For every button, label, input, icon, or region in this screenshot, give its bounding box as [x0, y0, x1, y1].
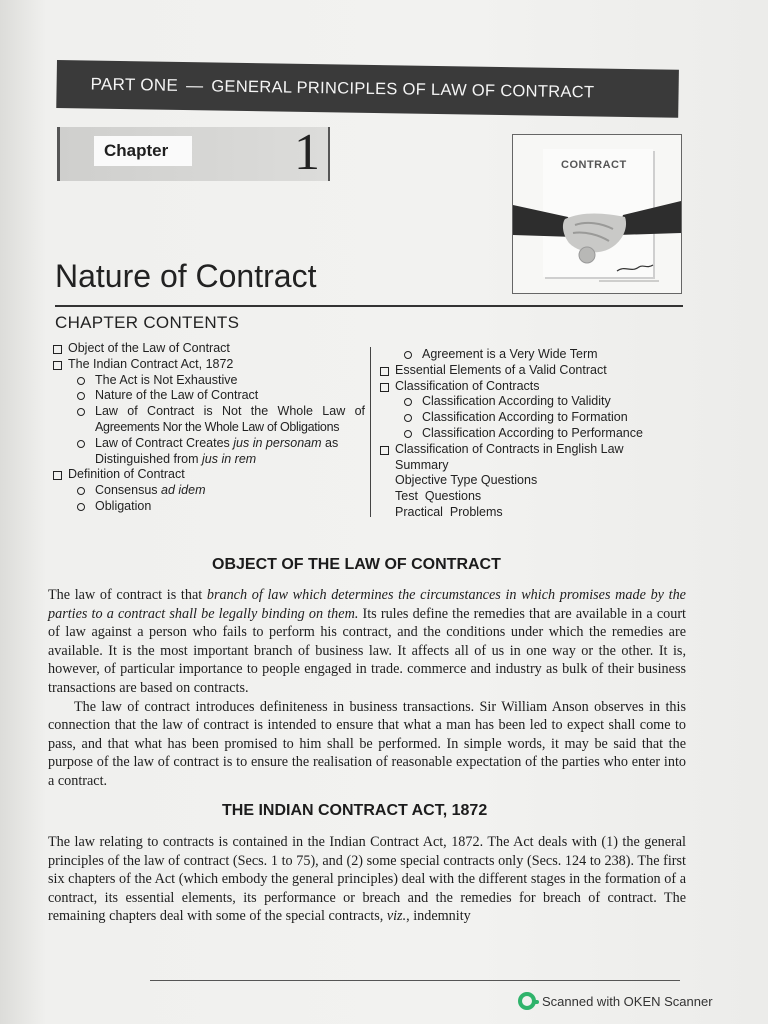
checkbox-square-icon [53, 361, 62, 370]
circle-bullet-icon [404, 430, 412, 438]
toc-subitem: Consensus ad idem [53, 483, 365, 499]
toc-item: Classification of Contracts [380, 379, 680, 395]
contract-handshake-illustration [512, 134, 682, 294]
chapter-contents-heading: CHAPTER CONTENTS [55, 313, 240, 332]
scanner-watermark [518, 992, 713, 1010]
toc-subitem: The Act is Not Exhaustive [53, 373, 365, 389]
toc-plain-item: Test Questions [395, 489, 482, 504]
section-heading-indian-contract-act: THE INDIAN CONTRACT ACT, 1872 [222, 802, 488, 819]
chapter-label: Chapter [94, 136, 192, 166]
paragraph: The law relating to contracts is contained in the Indian Contract Act, 1872. The Act deals with (1) the general principles of the law of contract (Secs. 1 to 75), and (2) some special contracts only (Secs. 124 to 238). The first six chapters of the Act (which embody the general principles) deal with the different stages in the formation of a contract, its essential elements, its performance or breach and the remedies for breach of contract. The remaining chapters deal with some of the special contracts, viz., indemnity [48, 834, 686, 925]
checkbox-square-icon [53, 345, 62, 354]
part-banner [56, 60, 679, 118]
section-object-body [48, 586, 686, 791]
toc-subitem: Obligation [53, 499, 365, 515]
checkbox-square-icon [380, 383, 389, 392]
toc-item: Definition of Contract [53, 467, 365, 483]
section-heading-object: OBJECT OF THE LAW OF CONTRACT [212, 556, 501, 573]
toc-jus-personam: Law of Contract Creates jus in personam as [95, 435, 339, 450]
circle-bullet-icon [404, 414, 412, 422]
checkbox-square-icon [380, 446, 389, 455]
circle-bullet-icon [404, 398, 412, 406]
circle-bullet-icon [77, 377, 85, 385]
checkbox-square-icon [380, 367, 389, 376]
oken-scanner-logo-icon [518, 992, 536, 1010]
toc-left-column [53, 341, 365, 515]
circle-bullet-icon [77, 408, 85, 416]
section-act-body [48, 833, 686, 926]
chapter-box [57, 124, 330, 181]
scanner-text: Scanned with OKEN Scanner [542, 993, 713, 1009]
circle-bullet-icon [77, 392, 85, 400]
toc-item: The Indian Contract Act, 1872 [53, 357, 365, 373]
toc-plain-item: Practical Problems [395, 504, 503, 519]
chapter-number: 1 [294, 124, 320, 181]
footer-rule [150, 980, 680, 981]
toc-subitem-continued: Distinguished from jus in rem [95, 451, 257, 466]
toc-subitem: Law of Contract is Not the Whole Law of [53, 404, 365, 420]
toc-subitem: Classification According to Validity [380, 394, 680, 410]
part-label: PART ONE [90, 74, 179, 95]
circle-bullet-icon [77, 487, 85, 495]
toc-subitem: Classification According to Formation [380, 410, 680, 426]
toc-subitem: Classification According to Performance [380, 426, 680, 442]
toc-item: Essential Elements of a Valid Contract [380, 363, 680, 379]
paragraph: The law of contract introduces definiteness in business transactions. Sir William Anson observes in this connection that the law of contract is intended to ensure that what a man has been led to expect shall come to pass, and that what has been promised to him shall be performed. In simple words, it may be said that the purpose of the law of contract is to ensure the realisation of reasonable expectation of the parties who enter into a contract. [48, 698, 686, 789]
toc-plain-item: Objective Type Questions [395, 473, 538, 488]
toc-item: Classification of Contracts in English Law [380, 442, 680, 458]
circle-bullet-icon [404, 351, 412, 359]
handshake-icon [513, 195, 681, 293]
circle-bullet-icon [77, 503, 85, 511]
toc-subitem: Agreement is a Very Wide Term [380, 347, 680, 363]
title-rule [55, 305, 683, 307]
toc-subitem [53, 436, 365, 452]
checkbox-square-icon [53, 471, 62, 480]
toc-plain-item: Summary [395, 457, 449, 472]
toc-right-column [380, 347, 680, 521]
toc-subitem-continued: Agreements Nor the Whole Law of Obligations [95, 419, 340, 434]
circle-bullet-icon [77, 440, 85, 448]
banner-dash: — [185, 76, 204, 96]
part-title: GENERAL PRINCIPLES OF LAW OF CONTRACT [211, 76, 595, 101]
toc-item: Object of the Law of Contract [53, 341, 365, 357]
contract-book-title: CONTRACT [561, 159, 627, 171]
chapter-title: Nature of Contract [55, 258, 317, 294]
toc-subitem: Nature of the Law of Contract [53, 388, 365, 404]
paragraph: The law of contract is that branch of law which determines the circumstances in which promises made by the parties to a contract shall be legally binding on them. Its rules define the remedies that are available in a court of law against a person who fails to perform his contract, and the conditions under which the remedies are available. It is the most important branch of business law. It affects all of us in one way or the other. It is, however, of particular importance to people engaged in trade. commerce and industry as bulk of their business transactions are based on contracts. [48, 587, 686, 696]
toc-divider [370, 347, 371, 517]
